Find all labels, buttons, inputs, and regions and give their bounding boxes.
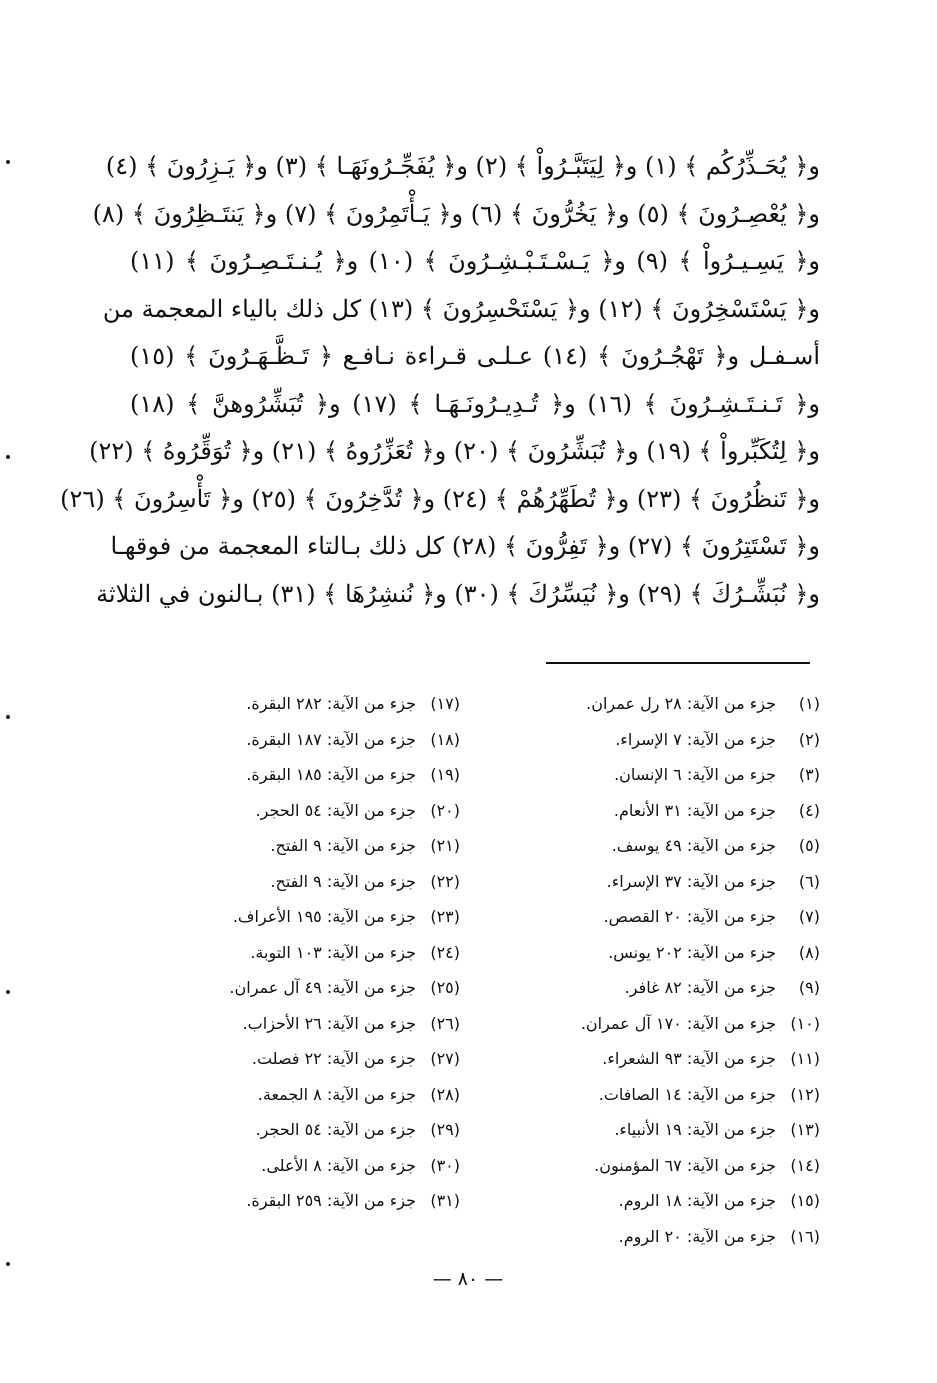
footnote-number: (٢٩) — [430, 1120, 460, 1139]
footnote — [140, 1183, 460, 1219]
footnote — [490, 1006, 820, 1042]
footnote — [490, 793, 820, 829]
footnote-number: (٦) — [798, 871, 820, 891]
footnote — [490, 970, 820, 1006]
footnote — [140, 970, 460, 1006]
footnote-number: (٢٦) — [430, 1013, 460, 1033]
footnote — [140, 935, 460, 971]
footnote-number: (١٤) — [790, 1155, 820, 1175]
footnote — [140, 864, 460, 900]
footnote — [490, 1077, 820, 1113]
footnote-text: جزء من الآية: ٢٠٢ يونس. — [608, 942, 776, 962]
footnote-text: جزء من الآية: ٢٠ الروم. — [618, 1226, 776, 1246]
footnote-number: (٥) — [798, 836, 820, 855]
footnote-text: جزء من الآية: ٤٩ آل عمران. — [229, 978, 416, 997]
footnote-text: جزء من الآية: ٩ الفتح. — [270, 836, 416, 855]
footnote-number: (١٣) — [790, 1120, 820, 1139]
page-number: — ٨٠ — — [432, 1268, 504, 1290]
footnote-text: جزء من الآية: ٦ الإنسان. — [614, 765, 776, 784]
text-line: و﴿ تَنظُرُونَ ﴾ (٢٣) و﴿ تُطَهِّرُهُمْ ﴾ (٢٤) و﴿ تُدَّخِرُونَ ﴾ (٢٥) و﴿ تَأْسِرُونَ ﴾ (٢٦) — [60, 484, 820, 513]
footnote — [490, 1148, 820, 1184]
footnote — [140, 722, 460, 758]
footnote-text: جزء من الآية: ٨٢ غافر. — [624, 978, 776, 997]
footnote — [490, 1183, 820, 1219]
footnote-number: (٢٤) — [430, 942, 460, 962]
footnote — [490, 722, 820, 758]
footnote-text: جزء من الآية: ٤٩ يوسف. — [611, 836, 776, 855]
footnote-number: (٣٠) — [430, 1155, 460, 1175]
footnote — [490, 1041, 820, 1077]
footnote-number: (٩) — [798, 978, 820, 997]
footnote — [140, 1077, 460, 1113]
text-line: و﴿ يُحَـذِّرُكُم ﴾ (١) و﴿ لِيَتَبَّـرُواْ ﴾ (٢) و﴿ يُفَجِّـرُونَهَـا ﴾ (٣) و﴿ يَـزِرُونَ ﴾ (٤) — [105, 152, 820, 180]
footnote — [140, 1148, 460, 1184]
footnote — [140, 686, 460, 722]
footnote-number: (١٨) — [430, 729, 460, 749]
footnote — [490, 1219, 820, 1255]
footnote-text: جزء من الآية: ٨ الجمعة. — [257, 1084, 416, 1104]
footnote-number: (٢٠) — [430, 800, 460, 820]
footnote-text: جزء من الآية: ٥٤ الحجر. — [255, 800, 416, 820]
footnote-number: (١٧) — [430, 694, 460, 713]
footnote-text: جزء من الآية: ١٨٧ البقرة. — [246, 729, 416, 749]
footnote-text: جزء من الآية: ٧ الإسراء. — [615, 729, 776, 749]
footnotes-column-right — [490, 686, 820, 1254]
footnote-number: (٢٨) — [430, 1084, 460, 1104]
footnote-text: جزء من الآية: ٦٧ المؤمنون. — [594, 1155, 776, 1175]
footnote-text: جزء من الآية: ٢٦ الأحزاب. — [242, 1013, 416, 1033]
footnote-number: (١٠) — [790, 1013, 820, 1033]
footnote-number: (٢٧) — [430, 1049, 460, 1068]
footnote-number: (٨) — [798, 942, 820, 962]
scan-speck — [6, 455, 10, 459]
footnote-text: جزء من الآية: ٣١ الأنعام. — [613, 800, 776, 820]
scan-speck — [6, 715, 10, 719]
footnote-text: جزء من الآية: ١٨٥ البقرة. — [246, 765, 416, 784]
main-text — [60, 143, 821, 618]
footnote-number: (٢١) — [430, 836, 460, 855]
footnote-text: جزء من الآية: ١٠٣ التوبة. — [250, 942, 416, 962]
footnote — [140, 1112, 460, 1148]
footnote-separator — [546, 662, 810, 664]
text-line: و﴿ لِتُكَبِّرواْ ﴾ (١٩) و﴿ تُبَشِّرُونَ ﴾ (٢٠) و﴿ تُعَزِّرُوهُ ﴾ (٢١) و﴿ تُوَقِّرُوهُ ﴾ (٢٢) — [89, 437, 820, 465]
text-line: و﴿ يُعْصِـرُونَ ﴾ (٥) و﴿ يَخُرُّونَ ﴾ (٦) و﴿ يَـأْتَمِرُونَ ﴾ (٧) و﴿ يَنتَـظِرُونَ ﴾ (٨) — [92, 199, 820, 228]
footnote-text: جزء من الآية: ١٧٠ آل عمران. — [580, 1013, 776, 1033]
footnote-text: جزء من الآية: ١٩٥ الأعراف. — [232, 907, 416, 926]
footnote-text: جزء من الآية: ٢٢ فصلت. — [251, 1049, 416, 1068]
footnote — [490, 864, 820, 900]
footnote-text: جزء من الآية: ١٨ الروم. — [618, 1191, 776, 1210]
footnote-number: (٤) — [798, 800, 820, 820]
text-line: و﴿ يَسِـيـرُواْ ﴾ (٩) و﴿ يَـسْـتَـبْـشِـرُونَ ﴾ (١٠) و﴿ يُـنـتَـصِـرُونَ ﴾ (١١) — [130, 247, 821, 275]
footnote — [490, 757, 820, 793]
footnote-text: جزء من الآية: ٣٧ الإسراء. — [606, 871, 776, 891]
footnote-text: جزء من الآية: ١٤ الصافات. — [598, 1084, 776, 1104]
scan-speck — [6, 160, 10, 164]
footnote — [490, 935, 820, 971]
footnote — [140, 793, 460, 829]
scan-speck — [6, 1262, 10, 1266]
text-line: و﴿ تَسْتَتِرُونَ ﴾ (٢٧) و﴿ تَفِرُّونَ ﴾ (٢٨) كل ذلك بـالتاء المعجمة من فوقهـا — [110, 532, 820, 560]
footnote — [490, 686, 820, 722]
text-line: و﴿ نُبَشِّـرُكَ ﴾ (٢٩) و﴿ نُيَسِّرُكَ ﴾ (٣٠) و﴿ نُنشِرُهَا ﴾ (٣١) بـالنون في الثلاثة — [96, 579, 820, 608]
footnote-text: جزء من الآية: ٨ الأعلى. — [261, 1155, 416, 1175]
footnote-number: (٧) — [798, 907, 820, 926]
footnote — [490, 899, 820, 935]
footnote-number: (١٩) — [430, 765, 460, 784]
footnote-number: (١٥) — [790, 1191, 820, 1210]
footnote-text: جزء من الآية: ١٩ الأنبياء. — [614, 1120, 776, 1139]
footnote-number: (٢٥) — [430, 978, 460, 997]
footnote-number: (١٦) — [790, 1226, 820, 1246]
footnote-number: (١٢) — [790, 1084, 820, 1104]
footnote-number: (٢٢) — [430, 871, 460, 891]
footnote — [490, 1112, 820, 1148]
footnote-text: جزء من الآية: ٢٨٢ البقرة. — [246, 694, 416, 713]
footnote-number: (١) — [798, 694, 820, 713]
footnote — [140, 1041, 460, 1077]
footnote-number: (١١) — [790, 1049, 820, 1068]
footnotes-column-left — [140, 686, 460, 1219]
text-line: و﴿ تَـنـتَـشِـرُونَ ﴾ (١٦) و﴿ تُـدِيـرُونَـهَـا ﴾ (١٧) و﴿ تُبَشِّرُوهنَّ ﴾ (١٨) — [130, 389, 821, 418]
text-line: أسـفـل و﴿ تَهْجُـرُونَ ﴾ (١٤) عـلـى قـراءة نـافـع ﴿ تَـظَّـهَـرُونَ ﴾ (١٥) — [130, 342, 820, 370]
footnote — [140, 899, 460, 935]
scan-speck — [6, 990, 10, 994]
footnote — [140, 1006, 460, 1042]
footnote-text: جزء من الآية: ٥٤ الحجر. — [255, 1120, 416, 1139]
footnote-number: (٢) — [798, 729, 820, 749]
footnote-text: جزء من الآية: ٢٥٩ البقرة. — [246, 1191, 416, 1210]
footnote-text: جزء من الآية: ٢٨ رل عمران. — [586, 694, 776, 713]
footnote-text: جزء من الآية: ٩٣ الشعراء. — [602, 1049, 776, 1068]
footnote-number: (٣) — [798, 765, 820, 784]
text-line: و﴿ يَسْتَسْخِرُونَ ﴾ (١٢) و﴿ يَسْتَحْسِرُونَ ﴾ (١٣) كل ذلك بالياء المعجمة من — [102, 294, 820, 323]
footnote — [490, 828, 820, 864]
footnote-text: جزء من الآية: ٩ الفتح. — [270, 871, 416, 891]
footnote-number: (٢٣) — [430, 907, 460, 926]
footnote — [140, 828, 460, 864]
footnote — [140, 757, 460, 793]
footnote-number: (٣١) — [430, 1191, 460, 1210]
footnote-text: جزء من الآية: ٢٠ القصص. — [603, 907, 776, 926]
